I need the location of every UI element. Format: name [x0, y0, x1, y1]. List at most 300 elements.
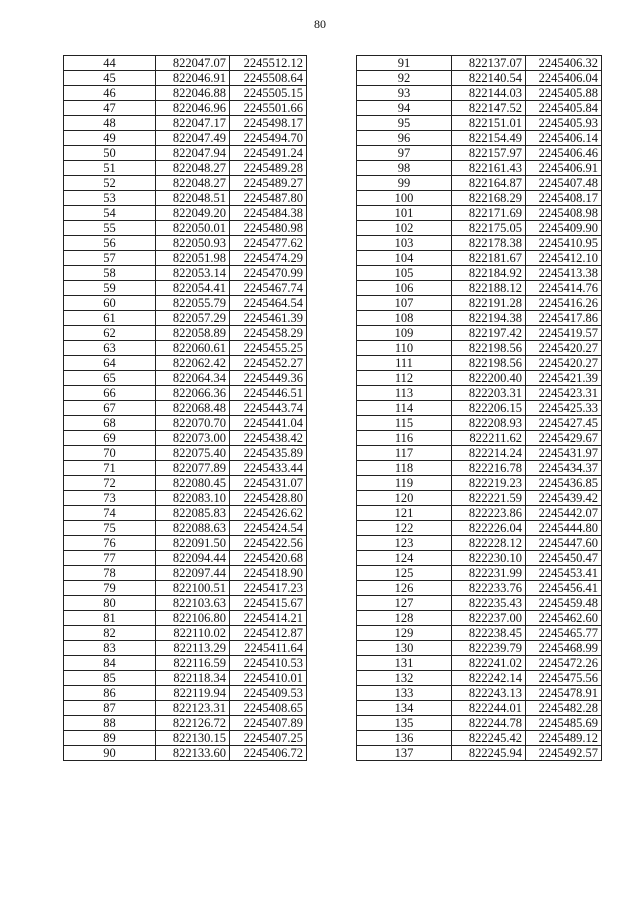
x-coordinate-cell: 822085.83: [156, 506, 230, 521]
table-row: [64, 521, 307, 536]
y-coordinate-cell: 2245420.68: [230, 551, 307, 566]
table-row: [64, 341, 307, 356]
point-number-cell: 84: [64, 656, 156, 671]
point-number-cell: 101: [357, 206, 452, 221]
y-coordinate-cell: 2245410.01: [230, 671, 307, 686]
point-number-cell: 85: [64, 671, 156, 686]
y-coordinate-cell: 2245418.90: [230, 566, 307, 581]
x-coordinate-cell: 822062.42: [156, 356, 230, 371]
x-coordinate-cell: 822219.23: [452, 476, 526, 491]
y-coordinate-cell: 2245459.48: [526, 596, 602, 611]
point-number-cell: 95: [357, 116, 452, 131]
y-coordinate-cell: 2245408.17: [526, 191, 602, 206]
point-number-cell: 59: [64, 281, 156, 296]
y-coordinate-cell: 2245461.39: [230, 311, 307, 326]
table-row: [357, 191, 602, 206]
table-row: [357, 86, 602, 101]
x-coordinate-cell: 822070.70: [156, 416, 230, 431]
table-row: [64, 86, 307, 101]
x-coordinate-cell: 822203.31: [452, 386, 526, 401]
y-coordinate-cell: 2245410.95: [526, 236, 602, 251]
x-coordinate-cell: 822230.10: [452, 551, 526, 566]
y-coordinate-cell: 2245458.29: [230, 326, 307, 341]
table-row: [64, 236, 307, 251]
y-coordinate-cell: 2245505.15: [230, 86, 307, 101]
x-coordinate-cell: 822046.88: [156, 86, 230, 101]
table-row: [64, 566, 307, 581]
table-row: [64, 536, 307, 551]
y-coordinate-cell: 2245408.98: [526, 206, 602, 221]
table-row: [357, 356, 602, 371]
y-coordinate-cell: 2245411.64: [230, 641, 307, 656]
x-coordinate-cell: 822239.79: [452, 641, 526, 656]
x-coordinate-cell: 822178.38: [452, 236, 526, 251]
x-coordinate-cell: 822171.69: [452, 206, 526, 221]
point-number-cell: 87: [64, 701, 156, 716]
table-row: [357, 626, 602, 641]
point-number-cell: 45: [64, 71, 156, 86]
table-row: [64, 251, 307, 266]
table-row: [357, 461, 602, 476]
table-row: [64, 386, 307, 401]
table-row: [357, 116, 602, 131]
y-coordinate-cell: 2245508.64: [230, 71, 307, 86]
table-row: [64, 371, 307, 386]
table-row: [357, 71, 602, 86]
x-coordinate-cell: 822200.40: [452, 371, 526, 386]
x-coordinate-cell: 822091.50: [156, 536, 230, 551]
point-number-cell: 77: [64, 551, 156, 566]
point-number-cell: 104: [357, 251, 452, 266]
table-row: [64, 416, 307, 431]
x-coordinate-cell: 822245.42: [452, 731, 526, 746]
point-number-cell: 72: [64, 476, 156, 491]
point-number-cell: 58: [64, 266, 156, 281]
y-coordinate-cell: 2245482.28: [526, 701, 602, 716]
table-row: [357, 416, 602, 431]
y-coordinate-cell: 2245422.56: [230, 536, 307, 551]
x-coordinate-cell: 822073.00: [156, 431, 230, 446]
x-coordinate-cell: 822235.43: [452, 596, 526, 611]
point-number-cell: 97: [357, 146, 452, 161]
point-number-cell: 112: [357, 371, 452, 386]
point-number-cell: 74: [64, 506, 156, 521]
table-row: [357, 551, 602, 566]
y-coordinate-cell: 2245406.46: [526, 146, 602, 161]
y-coordinate-cell: 2245409.90: [526, 221, 602, 236]
table-row: [64, 296, 307, 311]
y-coordinate-cell: 2245414.21: [230, 611, 307, 626]
point-number-cell: 108: [357, 311, 452, 326]
point-number-cell: 111: [357, 356, 452, 371]
x-coordinate-cell: 822110.02: [156, 626, 230, 641]
x-coordinate-cell: 822154.49: [452, 131, 526, 146]
table-row: [64, 626, 307, 641]
x-coordinate-cell: 822231.99: [452, 566, 526, 581]
point-number-cell: 62: [64, 326, 156, 341]
point-number-cell: 82: [64, 626, 156, 641]
point-number-cell: 127: [357, 596, 452, 611]
x-coordinate-cell: 822226.04: [452, 521, 526, 536]
table-row: [357, 266, 602, 281]
x-coordinate-cell: 822047.07: [156, 56, 230, 71]
x-coordinate-cell: 822050.93: [156, 236, 230, 251]
x-coordinate-cell: 822214.24: [452, 446, 526, 461]
y-coordinate-cell: 2245436.85: [526, 476, 602, 491]
point-number-cell: 44: [64, 56, 156, 71]
table-row: [357, 401, 602, 416]
point-number-cell: 80: [64, 596, 156, 611]
point-number-cell: 119: [357, 476, 452, 491]
point-number-cell: 55: [64, 221, 156, 236]
point-number-cell: 123: [357, 536, 452, 551]
table-row: [357, 746, 602, 761]
y-coordinate-cell: 2245455.25: [230, 341, 307, 356]
y-coordinate-cell: 2245417.86: [526, 311, 602, 326]
x-coordinate-cell: 822241.02: [452, 656, 526, 671]
point-number-cell: 117: [357, 446, 452, 461]
y-coordinate-cell: 2245439.42: [526, 491, 602, 506]
point-number-cell: 115: [357, 416, 452, 431]
point-number-cell: 47: [64, 101, 156, 116]
table-row: [357, 431, 602, 446]
point-number-cell: 67: [64, 401, 156, 416]
table-row: [357, 161, 602, 176]
x-coordinate-cell: 822188.12: [452, 281, 526, 296]
y-coordinate-cell: 2245450.47: [526, 551, 602, 566]
x-coordinate-cell: 822057.29: [156, 311, 230, 326]
y-coordinate-cell: 2245453.41: [526, 566, 602, 581]
table-row: [64, 311, 307, 326]
y-coordinate-cell: 2245405.88: [526, 86, 602, 101]
y-coordinate-cell: 2245484.38: [230, 206, 307, 221]
y-coordinate-cell: 2245428.80: [230, 491, 307, 506]
point-number-cell: 90: [64, 746, 156, 761]
point-number-cell: 54: [64, 206, 156, 221]
x-coordinate-cell: 822181.67: [452, 251, 526, 266]
table-row: [357, 446, 602, 461]
x-coordinate-cell: 822130.15: [156, 731, 230, 746]
table-row: [357, 566, 602, 581]
y-coordinate-cell: 2245427.45: [526, 416, 602, 431]
table-row: [64, 611, 307, 626]
point-number-cell: 69: [64, 431, 156, 446]
table-row: [357, 686, 602, 701]
point-number-cell: 99: [357, 176, 452, 191]
y-coordinate-cell: 2245406.91: [526, 161, 602, 176]
table-row: [64, 641, 307, 656]
y-coordinate-cell: 2245462.60: [526, 611, 602, 626]
x-coordinate-cell: 822168.29: [452, 191, 526, 206]
table-row: [64, 431, 307, 446]
point-number-cell: 83: [64, 641, 156, 656]
table-row: [64, 551, 307, 566]
x-coordinate-cell: 822123.31: [156, 701, 230, 716]
x-coordinate-cell: 822137.07: [452, 56, 526, 71]
point-number-cell: 124: [357, 551, 452, 566]
table-row: [357, 101, 602, 116]
y-coordinate-cell: 2245419.57: [526, 326, 602, 341]
y-coordinate-cell: 2245415.67: [230, 596, 307, 611]
y-coordinate-cell: 2245489.28: [230, 161, 307, 176]
point-number-cell: 118: [357, 461, 452, 476]
table-row: [64, 326, 307, 341]
table-row: [357, 371, 602, 386]
table-row: [64, 656, 307, 671]
point-number-cell: 89: [64, 731, 156, 746]
x-coordinate-cell: 822243.13: [452, 686, 526, 701]
table-row: [64, 56, 307, 71]
x-coordinate-cell: 822184.92: [452, 266, 526, 281]
point-number-cell: 125: [357, 566, 452, 581]
y-coordinate-cell: 2245408.65: [230, 701, 307, 716]
y-coordinate-cell: 2245405.93: [526, 116, 602, 131]
point-number-cell: 102: [357, 221, 452, 236]
x-coordinate-cell: 822058.89: [156, 326, 230, 341]
y-coordinate-cell: 2245412.10: [526, 251, 602, 266]
y-coordinate-cell: 2245410.53: [230, 656, 307, 671]
x-coordinate-cell: 822118.34: [156, 671, 230, 686]
y-coordinate-cell: 2245487.80: [230, 191, 307, 206]
table-row: [357, 296, 602, 311]
y-coordinate-cell: 2245405.84: [526, 101, 602, 116]
table-row: [64, 116, 307, 131]
point-number-cell: 71: [64, 461, 156, 476]
table-row: [357, 506, 602, 521]
y-coordinate-cell: 2245426.62: [230, 506, 307, 521]
y-coordinate-cell: 2245512.12: [230, 56, 307, 71]
point-number-cell: 98: [357, 161, 452, 176]
x-coordinate-cell: 822228.12: [452, 536, 526, 551]
point-number-cell: 76: [64, 536, 156, 551]
y-coordinate-cell: 2245480.98: [230, 221, 307, 236]
x-coordinate-cell: 822244.78: [452, 716, 526, 731]
y-coordinate-cell: 2245456.41: [526, 581, 602, 596]
y-coordinate-cell: 2245414.76: [526, 281, 602, 296]
point-number-cell: 64: [64, 356, 156, 371]
table-row: [64, 476, 307, 491]
y-coordinate-cell: 2245413.38: [526, 266, 602, 281]
x-coordinate-cell: 822083.10: [156, 491, 230, 506]
y-coordinate-cell: 2245425.33: [526, 401, 602, 416]
point-number-cell: 128: [357, 611, 452, 626]
point-number-cell: 110: [357, 341, 452, 356]
table-row: [357, 236, 602, 251]
y-coordinate-cell: 2245406.72: [230, 746, 307, 761]
x-coordinate-cell: 822206.15: [452, 401, 526, 416]
point-number-cell: 65: [64, 371, 156, 386]
y-coordinate-cell: 2245412.87: [230, 626, 307, 641]
x-coordinate-cell: 822053.14: [156, 266, 230, 281]
y-coordinate-cell: 2245447.60: [526, 536, 602, 551]
x-coordinate-cell: 822048.27: [156, 176, 230, 191]
point-number-cell: 135: [357, 716, 452, 731]
x-coordinate-cell: 822066.36: [156, 386, 230, 401]
y-coordinate-cell: 2245477.62: [230, 236, 307, 251]
point-number-cell: 75: [64, 521, 156, 536]
table-row: [64, 161, 307, 176]
x-coordinate-cell: 822164.87: [452, 176, 526, 191]
table-row: [357, 251, 602, 266]
x-coordinate-cell: 822157.97: [452, 146, 526, 161]
point-number-cell: 93: [357, 86, 452, 101]
y-coordinate-cell: 2245449.36: [230, 371, 307, 386]
table-row: [64, 686, 307, 701]
table-row: [357, 596, 602, 611]
point-number-cell: 46: [64, 86, 156, 101]
x-coordinate-cell: 822103.63: [156, 596, 230, 611]
x-coordinate-cell: 822100.51: [156, 581, 230, 596]
table-row: [357, 521, 602, 536]
x-coordinate-cell: 822068.48: [156, 401, 230, 416]
point-number-cell: 116: [357, 431, 452, 446]
y-coordinate-cell: 2245406.14: [526, 131, 602, 146]
x-coordinate-cell: 822088.63: [156, 521, 230, 536]
table-row: [357, 581, 602, 596]
point-number-cell: 107: [357, 296, 452, 311]
point-number-cell: 61: [64, 311, 156, 326]
table-row: [64, 131, 307, 146]
x-coordinate-cell: 822116.59: [156, 656, 230, 671]
point-number-cell: 100: [357, 191, 452, 206]
x-coordinate-cell: 822175.05: [452, 221, 526, 236]
x-coordinate-cell: 822197.42: [452, 326, 526, 341]
y-coordinate-cell: 2245485.69: [526, 716, 602, 731]
y-coordinate-cell: 2245489.27: [230, 176, 307, 191]
point-number-cell: 63: [64, 341, 156, 356]
point-number-cell: 133: [357, 686, 452, 701]
point-number-cell: 78: [64, 566, 156, 581]
table-row: [357, 311, 602, 326]
x-coordinate-cell: 822106.80: [156, 611, 230, 626]
x-coordinate-cell: 822244.01: [452, 701, 526, 716]
x-coordinate-cell: 822216.78: [452, 461, 526, 476]
y-coordinate-cell: 2245420.27: [526, 341, 602, 356]
x-coordinate-cell: 822077.89: [156, 461, 230, 476]
point-number-cell: 51: [64, 161, 156, 176]
table-row: [64, 221, 307, 236]
coordinates-table-left: [63, 55, 307, 761]
y-coordinate-cell: 2245421.39: [526, 371, 602, 386]
table-row: [64, 581, 307, 596]
table-row: [64, 506, 307, 521]
table-row: [357, 206, 602, 221]
y-coordinate-cell: 2245407.25: [230, 731, 307, 746]
table-row: [357, 701, 602, 716]
table-row: [357, 641, 602, 656]
table-row: [64, 446, 307, 461]
table-row: [357, 221, 602, 236]
y-coordinate-cell: 2245409.53: [230, 686, 307, 701]
x-coordinate-cell: 822046.91: [156, 71, 230, 86]
x-coordinate-cell: 822133.60: [156, 746, 230, 761]
x-coordinate-cell: 822051.98: [156, 251, 230, 266]
y-coordinate-cell: 2245407.48: [526, 176, 602, 191]
point-number-cell: 134: [357, 701, 452, 716]
point-number-cell: 56: [64, 236, 156, 251]
table-row: [64, 671, 307, 686]
table-row: [357, 386, 602, 401]
x-coordinate-cell: 822191.28: [452, 296, 526, 311]
x-coordinate-cell: 822047.17: [156, 116, 230, 131]
x-coordinate-cell: 822047.49: [156, 131, 230, 146]
table-row: [64, 176, 307, 191]
x-coordinate-cell: 822064.34: [156, 371, 230, 386]
table-row: [64, 461, 307, 476]
x-coordinate-cell: 822238.45: [452, 626, 526, 641]
x-coordinate-cell: 822245.94: [452, 746, 526, 761]
table-row: [357, 326, 602, 341]
point-number-cell: 126: [357, 581, 452, 596]
point-number-cell: 52: [64, 176, 156, 191]
x-coordinate-cell: 822049.20: [156, 206, 230, 221]
y-coordinate-cell: 2245417.23: [230, 581, 307, 596]
y-coordinate-cell: 2245478.91: [526, 686, 602, 701]
point-number-cell: 137: [357, 746, 452, 761]
x-coordinate-cell: 822198.56: [452, 356, 526, 371]
y-coordinate-cell: 2245464.54: [230, 296, 307, 311]
table-row: [357, 146, 602, 161]
table-row: [64, 281, 307, 296]
table-row: [64, 71, 307, 86]
table-row: [64, 746, 307, 761]
y-coordinate-cell: 2245472.26: [526, 656, 602, 671]
point-number-cell: 132: [357, 671, 452, 686]
x-coordinate-cell: 822075.40: [156, 446, 230, 461]
y-coordinate-cell: 2245475.56: [526, 671, 602, 686]
table-row: [64, 401, 307, 416]
table-row: [64, 206, 307, 221]
y-coordinate-cell: 2245468.99: [526, 641, 602, 656]
point-number-cell: 109: [357, 326, 452, 341]
table-row: [64, 146, 307, 161]
x-coordinate-cell: 822221.59: [452, 491, 526, 506]
y-coordinate-cell: 2245438.42: [230, 431, 307, 446]
point-number-cell: 68: [64, 416, 156, 431]
point-number-cell: 105: [357, 266, 452, 281]
point-number-cell: 113: [357, 386, 452, 401]
table-row: [64, 731, 307, 746]
table-row: [357, 716, 602, 731]
point-number-cell: 73: [64, 491, 156, 506]
table-row: [64, 101, 307, 116]
point-number-cell: 57: [64, 251, 156, 266]
y-coordinate-cell: 2245492.57: [526, 746, 602, 761]
x-coordinate-cell: 822233.76: [452, 581, 526, 596]
x-coordinate-cell: 822211.62: [452, 431, 526, 446]
x-coordinate-cell: 822094.44: [156, 551, 230, 566]
table-row: [64, 266, 307, 281]
y-coordinate-cell: 2245501.66: [230, 101, 307, 116]
y-coordinate-cell: 2245465.77: [526, 626, 602, 641]
point-number-cell: 92: [357, 71, 452, 86]
x-coordinate-cell: 822048.51: [156, 191, 230, 206]
coordinates-table-right: [356, 55, 602, 761]
y-coordinate-cell: 2245406.32: [526, 56, 602, 71]
y-coordinate-cell: 2245467.74: [230, 281, 307, 296]
point-number-cell: 50: [64, 146, 156, 161]
table-row: [64, 491, 307, 506]
table-row: [357, 341, 602, 356]
y-coordinate-cell: 2245406.04: [526, 71, 602, 86]
x-coordinate-cell: 822050.01: [156, 221, 230, 236]
page-number: 80: [314, 17, 326, 31]
y-coordinate-cell: 2245470.99: [230, 266, 307, 281]
table-row: [357, 476, 602, 491]
point-number-cell: 48: [64, 116, 156, 131]
point-number-cell: 88: [64, 716, 156, 731]
table-row: [64, 716, 307, 731]
